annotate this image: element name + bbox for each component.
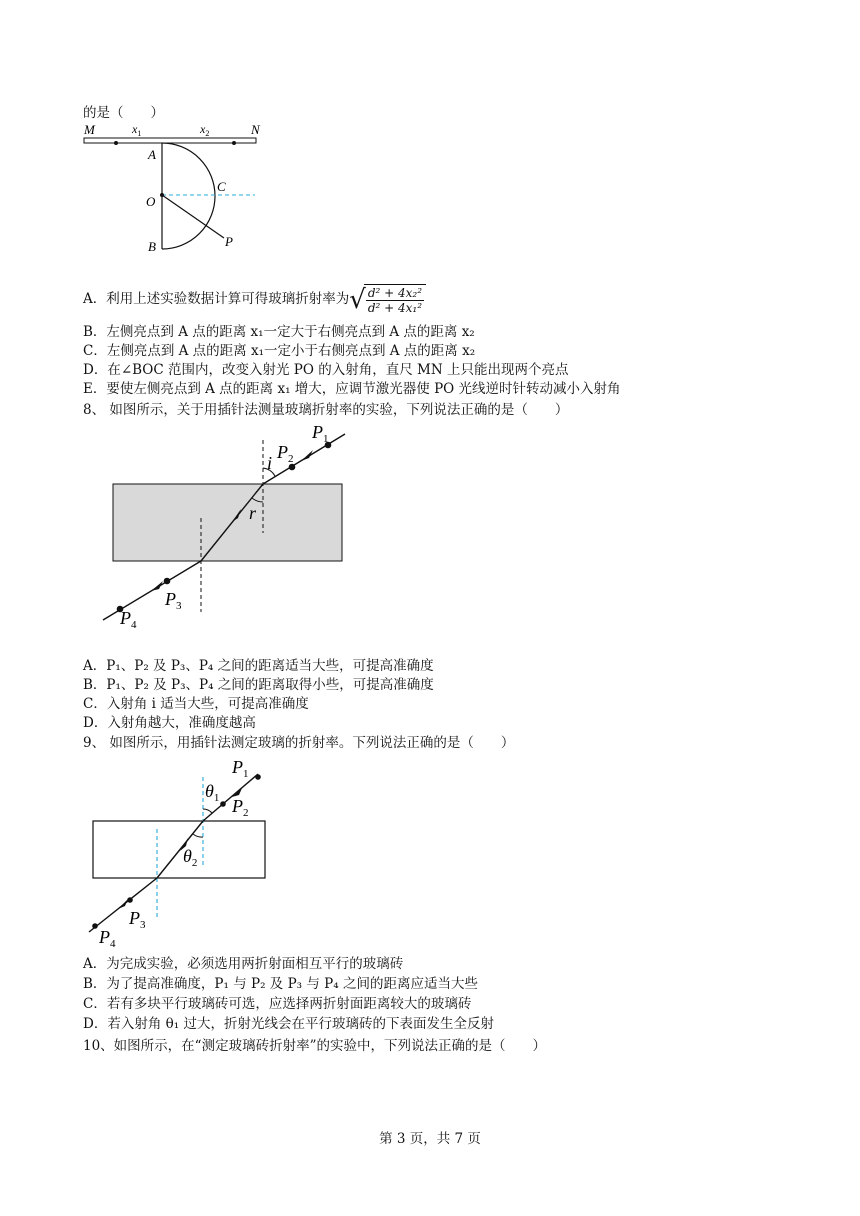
figure-pin-method-2 xyxy=(82,755,277,950)
q8-option-c: C．入射角 i 适当大些，可提高准确度 xyxy=(83,696,309,712)
q9-option-b: B．为了提高准确度，P₁ 与 P₂ 及 P₃ 与 P₄ 之间的距离应适当大些 xyxy=(83,976,478,992)
label-P2: $P_2$ xyxy=(232,796,249,819)
label-P4: $P_4$ xyxy=(99,927,116,950)
label-i: i xyxy=(267,453,273,473)
q9-option-d: D．若入射角 θ₁ 过大，折射光线会在平行玻璃砖的下表面发生全反射 xyxy=(83,1016,494,1032)
label-theta2: $\theta_2$ xyxy=(183,846,198,869)
label-O: O xyxy=(146,194,156,209)
q8-option-b: B．P₁、P₂ 及 P₃、P₄ 之间的距离取得小些，可提高准确度 xyxy=(83,677,434,693)
q9-option-c: C．若有多块平行玻璃砖可选，应选择两折射面距离较大的玻璃砖 xyxy=(83,996,472,1012)
label-A: A xyxy=(148,147,156,162)
label-P3: $P_3$ xyxy=(129,908,146,931)
label-P1: $P_1$ xyxy=(312,422,329,445)
label-P4: $P_4$ xyxy=(120,608,137,631)
label-N: N xyxy=(251,122,260,137)
q7-option-d: D．在∠BOC 范围内，改变入射光 PO 的入射角，直尺 MN 上只能出现两个亮点 xyxy=(83,362,569,378)
label-P3: $P_3$ xyxy=(165,589,182,612)
label-r: r xyxy=(249,503,257,523)
label-C: C xyxy=(217,179,226,194)
q8-option-a: A．P₁、P₂ 及 P₃、P₄ 之间的距离适当大些，可提高准确度 xyxy=(83,658,434,674)
q7-option-a: A．利用上述实验数据计算可得玻璃折射率为√ $\frac{\text{d² + 4x₂²}}{\text{d² + 4x₁²}}$ xyxy=(83,284,426,315)
q10-stem: 10、如图所示，在“测定玻璃砖折射率”的实验中，下列说法正确的是（ ） xyxy=(83,1038,546,1054)
q8-option-d: D．入射角越大，准确度越高 xyxy=(83,715,256,731)
q8-stem: 8、 如图所示，关于用插针法测量玻璃折射率的实验，下列说法正确的是（ ） xyxy=(83,402,569,418)
figure-pin-method-1 xyxy=(95,418,365,633)
label-x1: $x_1$ xyxy=(132,122,142,138)
label-M: M xyxy=(84,122,95,137)
question-fragment: 的是（ ） xyxy=(83,105,164,121)
label-P: P xyxy=(225,234,233,249)
label-P2: $P_2$ xyxy=(277,442,294,465)
q7-option-b: B．左侧亮点到 A 点的距离 x₁一定大于右侧亮点到 A 点的距离 x₂ xyxy=(83,324,475,340)
label-x2: $x_2$ xyxy=(200,122,210,138)
q7-option-e: E．要使左侧亮点到 A 点的距离 x₁ 增大，应调节激光器使 PO 光线逆时针转动减小入射角 xyxy=(83,381,621,397)
q9-option-a: A．为完成实验，必须选用两折射面相互平行的玻璃砖 xyxy=(83,956,404,972)
q9-stem: 9、 如图所示，用插针法测定玻璃的折射率。下列说法正确的是（ ） xyxy=(83,735,515,751)
q7-option-c: C．左侧亮点到 A 点的距离 x₁一定小于右侧亮点到 A 点的距离 x₂ xyxy=(83,343,476,359)
label-B: B xyxy=(148,239,156,254)
label-theta1: $\theta_1$ xyxy=(205,781,220,804)
label-P1: $P_1$ xyxy=(232,757,249,780)
page-footer: 第 3 页，共 7 页 xyxy=(379,1131,481,1147)
figure-semicircle-ruler xyxy=(80,118,270,263)
